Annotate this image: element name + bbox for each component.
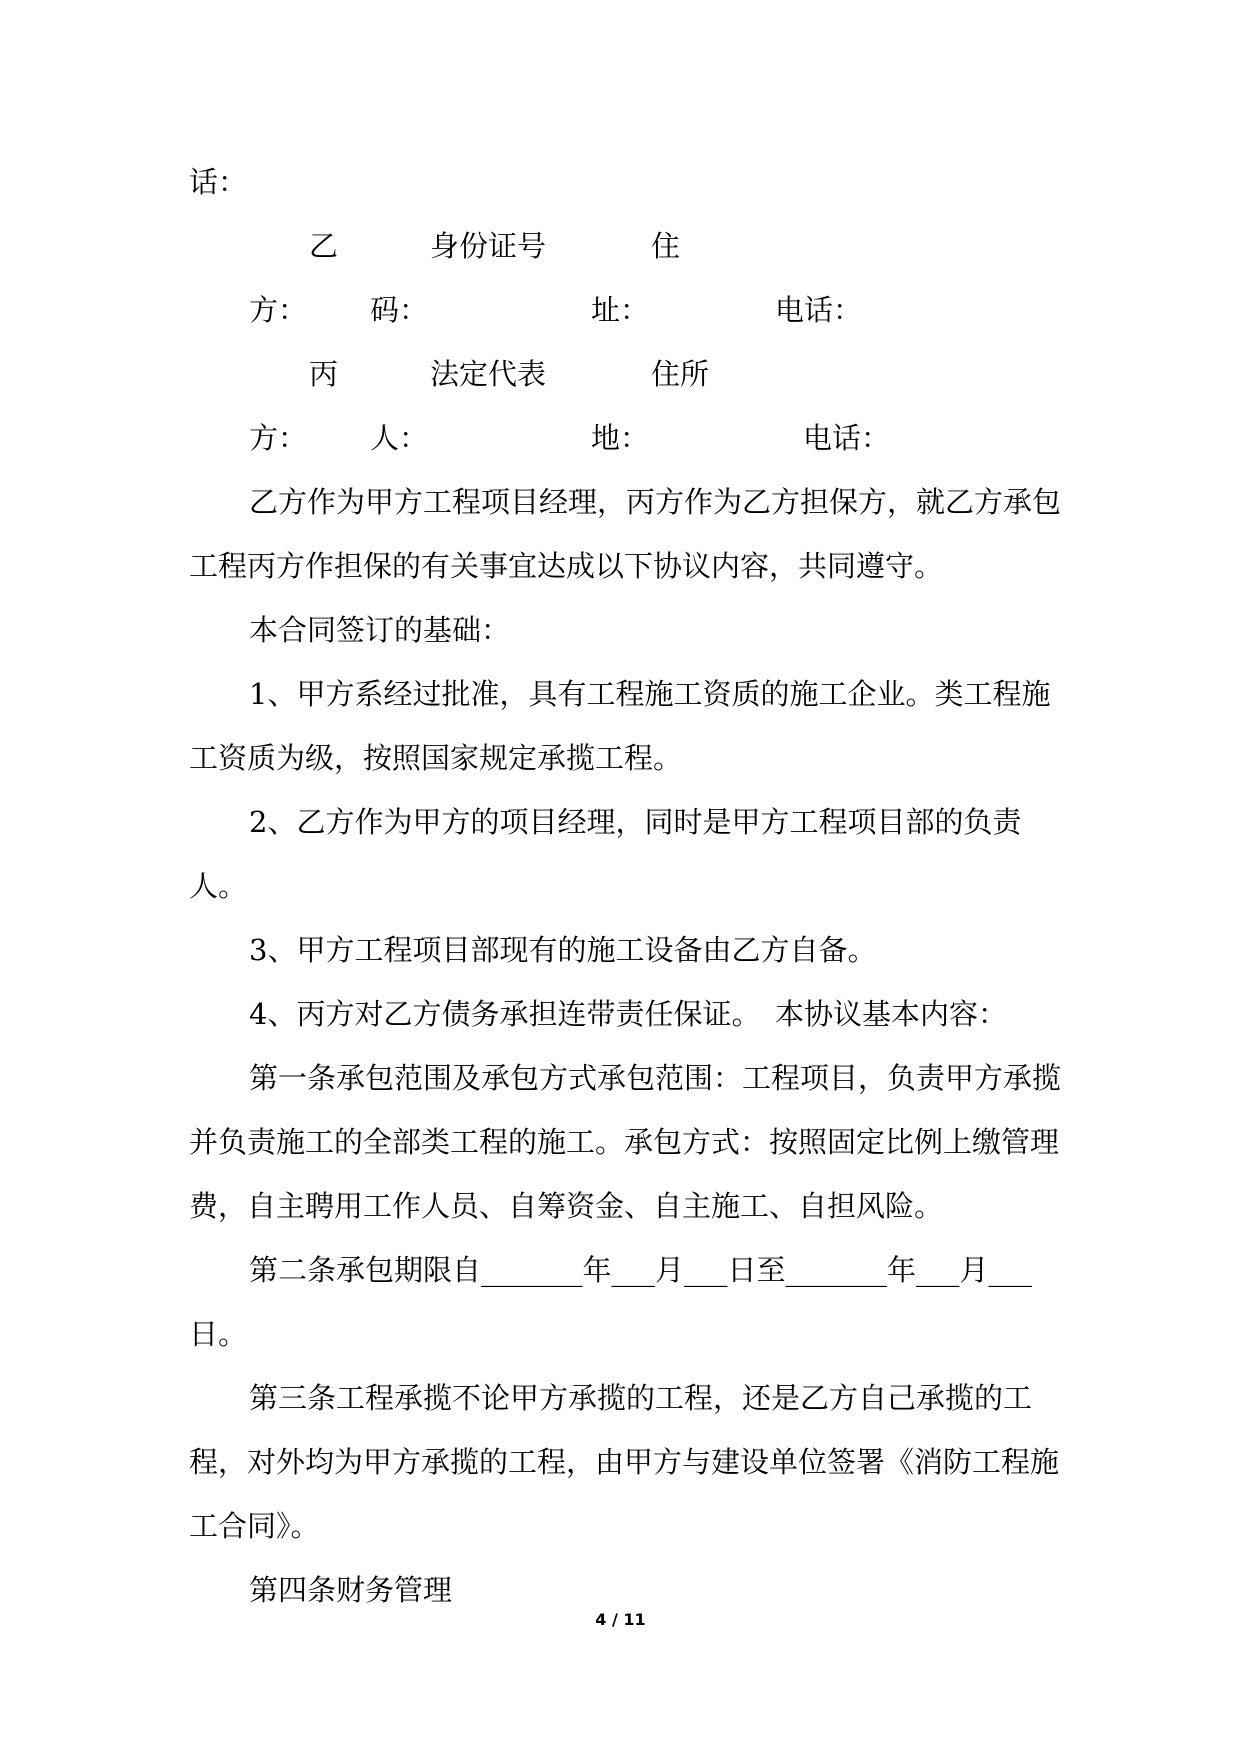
paragraph-article-2: 第二条承包期限自_______年___月___日至_______年___月___日。 [189, 1253, 1033, 1351]
party-c-phone-label: 电话： [803, 421, 891, 455]
paragraph-item-4: 4、丙方对乙方债务承担连带责任保证。 本协议基本内容： [249, 997, 1007, 1031]
paragraph-item-1: 1、甲方系经过批准，具有工程施工资质的施工企业。类工程施工资质为级，按照国家规定承揽工程。 [189, 677, 1051, 775]
party-c-label: 丙方： [249, 357, 339, 455]
party-b-line [189, 214, 1069, 342]
party-b-id-label: 身份证号码： [370, 229, 547, 327]
party-b-address-label: 住址： [591, 229, 681, 327]
page-number: 4 / 11 [595, 1610, 646, 1629]
paragraph-article-3: 第三条工程承揽不论甲方承揽的工程，还是乙方自己承揽的工程，对外均为甲方承揽的工程，由甲方与建设单位签署《消防工程施工合同》。 [189, 1381, 1060, 1543]
paragraph-article-4: 第四条财务管理 [249, 1573, 453, 1607]
paragraph-item-3: 3、甲方工程项目部现有的施工设备由乙方自备。 [249, 933, 877, 967]
paragraph-intro: 乙方作为甲方工程项目经理，丙方作为乙方担保方，就乙方承包工程丙方作担保的有关事宜达成以下协议内容，共同遵守。 [189, 485, 1062, 583]
document-body [189, 150, 1069, 1622]
party-c-line [189, 342, 1069, 470]
party-c-address-label: 住所地： [591, 357, 710, 455]
party-c-rep-label: 法定代表人： [370, 357, 547, 455]
party-b-label: 乙方： [249, 229, 339, 327]
paragraph-basis-heading: 本合同签订的基础： [249, 613, 511, 647]
paragraph-article-1: 第一条承包范围及承包方式承包范围：工程项目，负责甲方承揽并负责施工的全部类工程的施工。承包方式：按照固定比例上缴管理费，自主聘用工作人员、自筹资金、自主施工、自担风险。 [189, 1061, 1062, 1223]
paragraph-item-2: 2、乙方作为甲方的项目经理，同时是甲方工程项目部的负责人。 [189, 805, 1022, 903]
paragraph-continuation: 话： [189, 165, 248, 199]
party-b-phone-label: 电话： [775, 293, 863, 327]
